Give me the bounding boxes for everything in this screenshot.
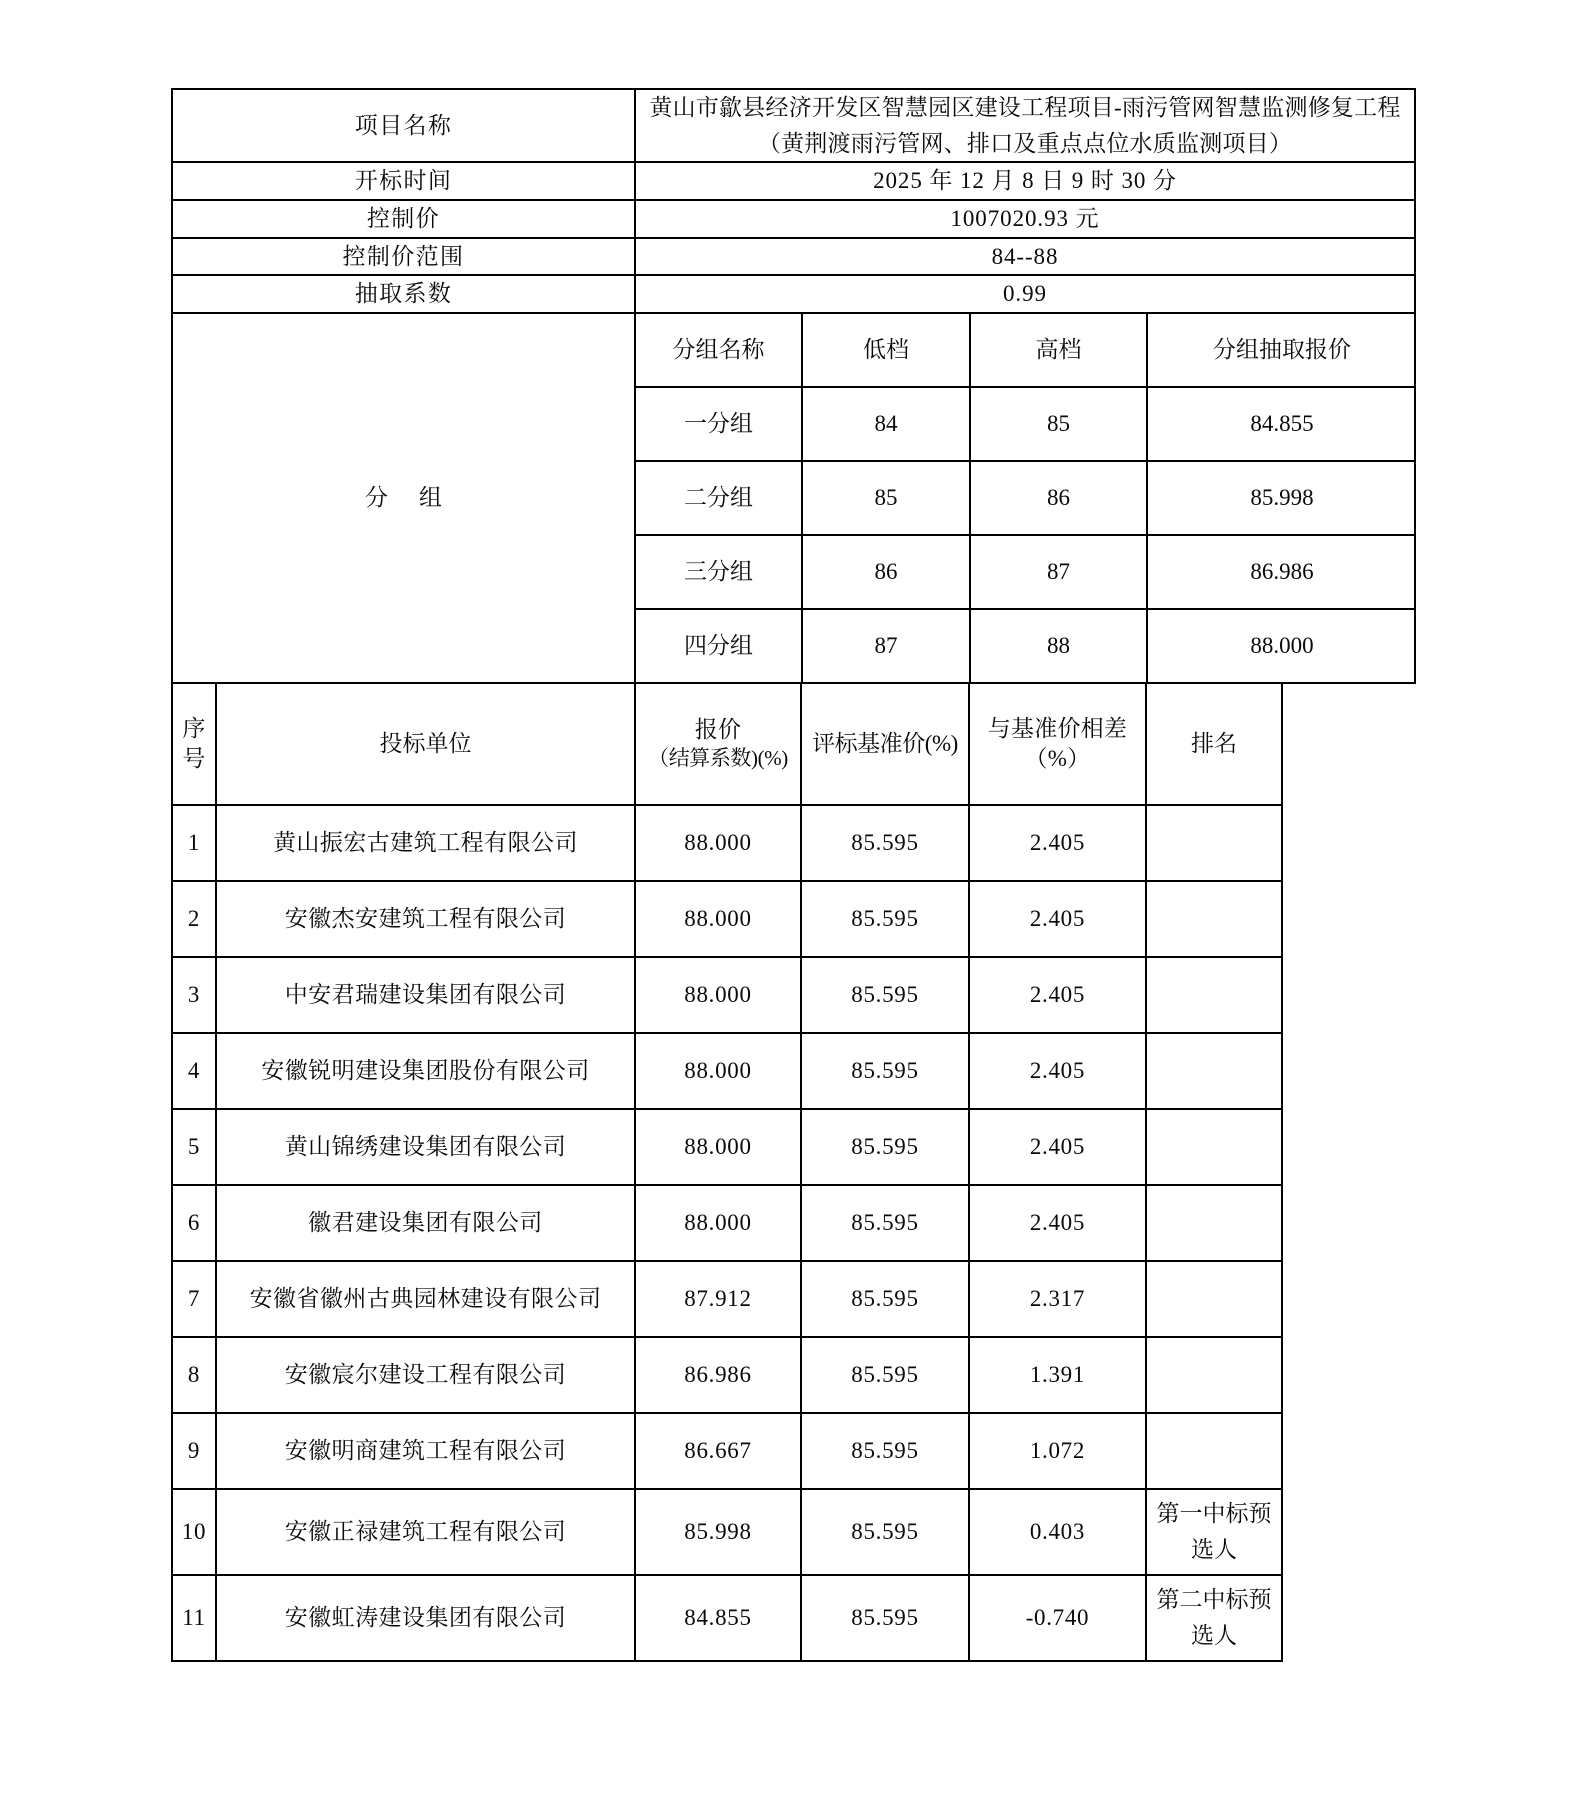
table-row [172,1575,1415,1661]
label-control-price-range: 控制价范围 [172,238,635,276]
bid-row-quote: 86.986 [635,1337,801,1413]
grouping-header-low: 低档 [802,314,970,387]
value-open-time: 2025 年 12 月 8 日 9 时 30 分 [635,162,1415,200]
bid-row-base: 85.595 [801,1489,969,1575]
bid-row-unit: 安徽锐明建设集团股份有限公司 [216,1033,635,1109]
label-control-price: 控制价 [172,200,635,238]
table-row [172,1185,1415,1261]
grouping-price: 88.000 [1147,609,1416,682]
grouping-subtable-wrapper [635,313,1415,683]
bid-row-base: 85.595 [801,1185,969,1261]
grouping-low: 85 [802,461,970,535]
info-row-open-time [172,162,1415,200]
bid-row-unit: 安徽省徽州古典园林建设有限公司 [216,1261,635,1337]
bid-header-diff [969,683,1146,805]
grouping-subtable [636,314,1416,682]
bid-row-unit: 安徽明商建筑工程有限公司 [216,1413,635,1489]
label-extraction-coefficient: 抽取系数 [172,275,635,313]
bid-table-header-row [172,683,1415,805]
bid-row-unit: 黄山锦绣建设集团有限公司 [216,1109,635,1185]
bid-row-rank [1146,1185,1282,1261]
bid-header-diff-line2: （%） [1024,745,1091,771]
bid-row-diff: 0.403 [969,1489,1146,1575]
grouping-row [636,461,1416,535]
bid-row-quote: 88.000 [635,1033,801,1109]
bid-row-quote: 88.000 [635,957,801,1033]
bid-row-quote: 84.855 [635,1575,801,1661]
bid-header-index-line1: 序 [182,715,206,741]
table-row [172,1033,1415,1109]
grouping-name: 三分组 [636,535,802,609]
value-control-price-range: 84--88 [635,238,1415,276]
info-row-control-price [172,200,1415,238]
bid-row-diff: 2.405 [969,805,1146,881]
bid-header-diff-line1: 与基准价相差 [987,715,1128,741]
label-project-name: 项目名称 [172,89,635,162]
bid-row-rank [1146,957,1282,1033]
grouping-high: 87 [970,535,1147,609]
grouping-low: 84 [802,387,970,461]
bid-row-diff: 2.405 [969,881,1146,957]
bid-row-rank: 第一中标预选人 [1146,1489,1282,1575]
grouping-name: 二分组 [636,461,802,535]
bid-row-diff: 2.405 [969,1109,1146,1185]
table-row [172,881,1415,957]
bid-row-no: 10 [172,1489,216,1575]
grouping-high: 88 [970,609,1147,682]
grouping-row [636,609,1416,682]
grouping-row [636,387,1416,461]
bid-row-rank: 第二中标预选人 [1146,1575,1282,1661]
bid-row-quote: 88.000 [635,881,801,957]
bid-row-no: 5 [172,1109,216,1185]
bid-row-no: 9 [172,1413,216,1489]
bid-row-unit: 安徽杰安建筑工程有限公司 [216,881,635,957]
info-row-project-name [172,89,1415,162]
bid-row-rank [1146,1413,1282,1489]
grouping-name: 一分组 [636,387,802,461]
bid-row-base: 85.595 [801,1575,969,1661]
table-row [172,1337,1415,1413]
table-row [172,805,1415,881]
bid-row-rank [1146,881,1282,957]
bid-row-rank [1146,1033,1282,1109]
bid-header-index [172,683,216,805]
bid-row-no: 8 [172,1337,216,1413]
bid-row-rank [1146,1337,1282,1413]
bid-header-unit: 投标单位 [216,683,635,805]
bid-row-rank [1146,805,1282,881]
table-row [172,1109,1415,1185]
bid-header-quote-line1: 报价 [694,717,742,743]
bid-row-quote: 86.667 [635,1413,801,1489]
label-open-time: 开标时间 [172,162,635,200]
bid-row-diff: 2.405 [969,1033,1146,1109]
grouping-row [636,535,1416,609]
bid-header-rank: 排名 [1146,683,1282,805]
bid-row-quote: 88.000 [635,1185,801,1261]
bid-row-base: 85.595 [801,1109,969,1185]
bid-row-diff: 1.391 [969,1337,1146,1413]
grouping-section [172,313,1415,683]
table-row [172,1261,1415,1337]
bid-row-no: 3 [172,957,216,1033]
grouping-price: 84.855 [1147,387,1416,461]
label-grouping: 分 组 [172,313,635,683]
bid-row-diff: 2.405 [969,957,1146,1033]
bid-header-index-line2: 号 [182,745,206,771]
grouping-name: 四分组 [636,609,802,682]
bid-row-unit: 安徽虹涛建设集团有限公司 [216,1575,635,1661]
bid-row-no: 11 [172,1575,216,1661]
bid-header-quote [635,683,801,805]
grouping-header-price: 分组抽取报价 [1147,314,1416,387]
value-control-price: 1007020.93 元 [635,200,1415,238]
value-extraction-coefficient: 0.99 [635,275,1415,313]
grouping-price: 85.998 [1147,461,1416,535]
bid-row-quote: 88.000 [635,1109,801,1185]
bid-row-unit: 安徽正禄建筑工程有限公司 [216,1489,635,1575]
bid-row-base: 85.595 [801,1337,969,1413]
grouping-header-row [636,314,1416,387]
bid-row-quote: 88.000 [635,805,801,881]
bid-row-diff: 2.317 [969,1261,1146,1337]
bid-row-unit: 中安君瑞建设集团有限公司 [216,957,635,1033]
grouping-low: 86 [802,535,970,609]
grouping-low: 87 [802,609,970,682]
bid-header-quote-line2: （结算系数)(%) [648,746,788,771]
bid-row-quote: 87.912 [635,1261,801,1337]
bid-header-base-price: 评标基准价(%) [801,683,969,805]
bid-row-no: 2 [172,881,216,957]
bid-row-unit: 黄山振宏古建筑工程有限公司 [216,805,635,881]
table-row [172,957,1415,1033]
bid-row-unit: 安徽宸尔建设工程有限公司 [216,1337,635,1413]
bid-row-unit: 徽君建设集团有限公司 [216,1185,635,1261]
bid-row-no: 7 [172,1261,216,1337]
grouping-high: 86 [970,461,1147,535]
bid-row-base: 85.595 [801,881,969,957]
bid-row-no: 4 [172,1033,216,1109]
table-row [172,1413,1415,1489]
info-row-control-price-range [172,238,1415,276]
bid-row-base: 85.595 [801,1033,969,1109]
bid-row-diff: 2.405 [969,1185,1146,1261]
bid-row-base: 85.595 [801,957,969,1033]
info-row-extraction-coefficient [172,275,1415,313]
grouping-high: 85 [970,387,1147,461]
bid-opening-record-table [171,88,1416,1662]
bid-row-quote: 85.998 [635,1489,801,1575]
bid-row-base: 85.595 [801,1261,969,1337]
table-row [172,1489,1415,1575]
bid-row-base: 85.595 [801,1413,969,1489]
grouping-price: 86.986 [1147,535,1416,609]
bid-row-no: 1 [172,805,216,881]
bid-row-no: 6 [172,1185,216,1261]
bid-row-diff: -0.740 [969,1575,1146,1661]
bid-row-diff: 1.072 [969,1413,1146,1489]
value-project-name: 黄山市歙县经济开发区智慧园区建设工程项目-雨污管网智慧监测修复工程（黄荆渡雨污管网、排口及重点点位水质监测项目） [635,89,1415,162]
grouping-header-name: 分组名称 [636,314,802,387]
grouping-header-high: 高档 [970,314,1147,387]
bid-row-rank [1146,1109,1282,1185]
bid-row-rank [1146,1261,1282,1337]
bid-row-base: 85.595 [801,805,969,881]
